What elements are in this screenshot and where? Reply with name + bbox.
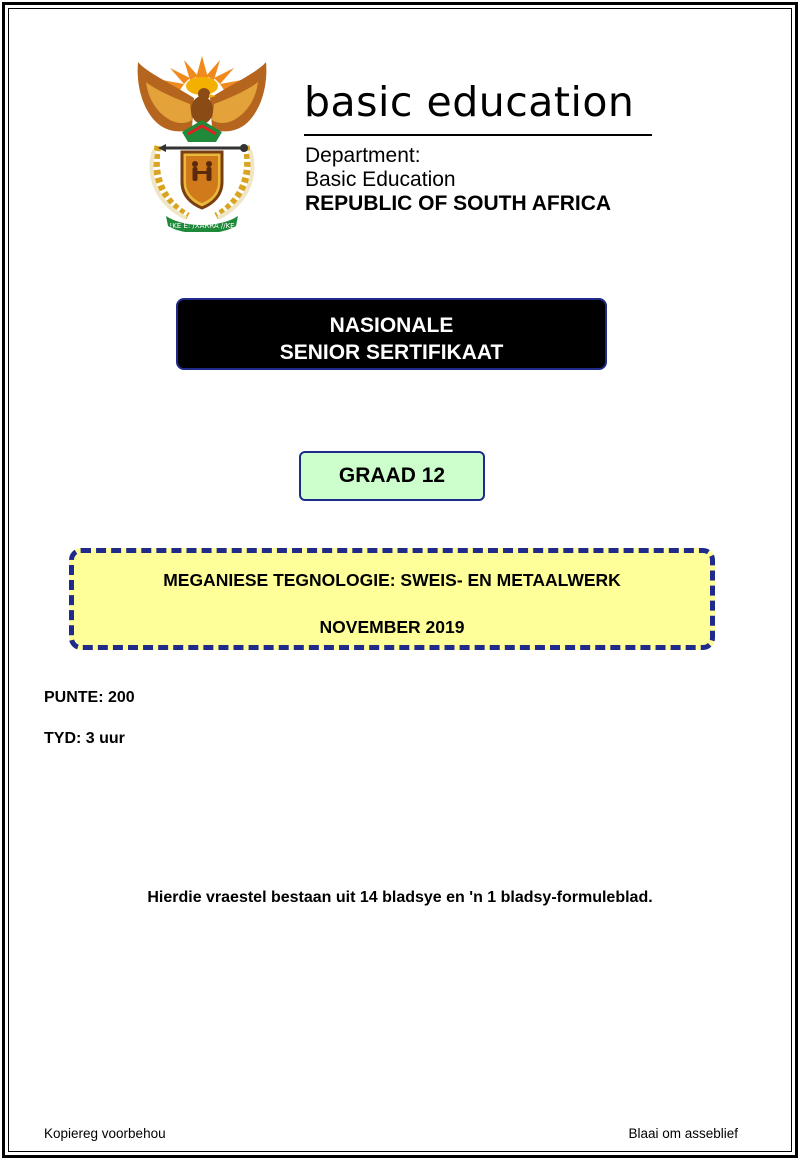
subject-title: MEGANIESE TEGNOLOGIE: SWEIS- EN METAALWERK [163, 570, 621, 590]
turn-over-notice: Blaai om asseblief [628, 1126, 738, 1141]
department-label: Department: [305, 144, 421, 167]
copyright-notice: Kopiereg voorbehou [44, 1126, 166, 1141]
exam-session: NOVEMBER 2019 [319, 617, 465, 637]
total-marks: PUNTE: 200 [44, 689, 135, 706]
brand-title: basic education [304, 78, 635, 126]
grade-badge: GRAAD 12 [299, 451, 485, 501]
certificate-banner [176, 298, 607, 370]
brand-divider [304, 134, 652, 136]
exam-duration: TYD: 3 uur [44, 730, 125, 747]
subject-banner [69, 548, 715, 650]
department-name: Basic Education [305, 168, 456, 191]
country-name: REPUBLIC OF SOUTH AFRICA [305, 192, 612, 215]
coat-of-arms-icon [132, 54, 272, 232]
certificate-line-2: SENIOR SERTIFIKAAT [279, 341, 504, 364]
department-block [305, 144, 611, 216]
page-count-note: Hierdie vraestel bestaan uit 14 bladsye en 'n 1 bladsy-formuleblad. [147, 889, 653, 906]
crest-motto: !KE E: /XARRA //KE [169, 222, 235, 230]
certificate-line-1: NASIONALE [329, 314, 454, 337]
